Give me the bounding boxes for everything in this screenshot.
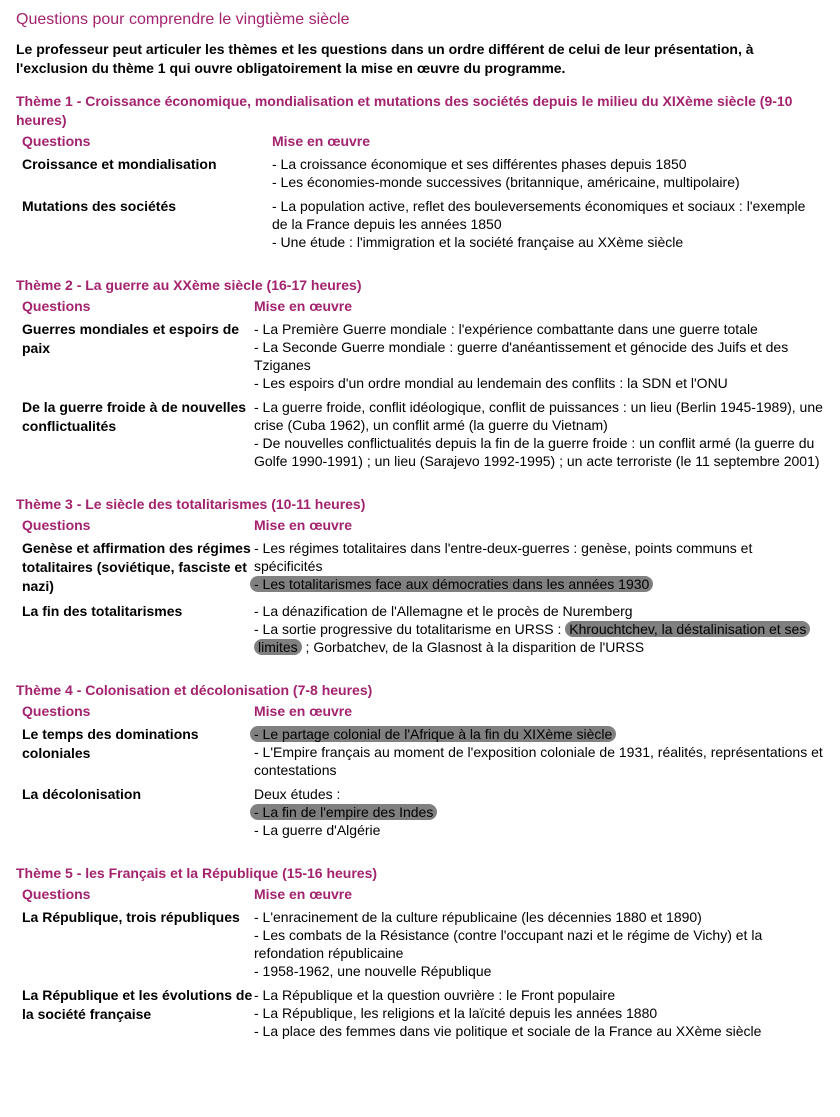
theme-section-4 — [16, 681, 824, 845]
implementation-item — [254, 434, 824, 470]
implementation-item — [272, 155, 824, 173]
item-text: - La Seconde Guerre mondiale : guerre d'anéantissement et génocide des Juifs et des Tziganes — [254, 339, 789, 373]
column-header-mise-en-oeuvre: Mise en œuvre — [254, 298, 353, 314]
implementation-item — [254, 398, 824, 434]
question-cell: Guerres mondiales et espoirs de paix — [22, 321, 240, 356]
implementation-item — [254, 338, 824, 374]
document-title: Questions pour comprendre le vingtième siècle — [16, 11, 350, 28]
implementation-cell — [272, 197, 824, 257]
highlighted-text: - Le partage colonial de l'Afrique à la fin du XIXème siècle — [250, 726, 616, 742]
implementation-item — [254, 575, 824, 593]
implementation-cell — [254, 725, 824, 785]
table-row — [16, 908, 824, 986]
implementation-cell — [254, 908, 824, 986]
implementation-item — [254, 785, 824, 803]
column-header-questions: Questions — [22, 517, 91, 533]
column-header-questions: Questions — [22, 133, 91, 149]
question-cell: La République, trois républiques — [22, 909, 240, 925]
table-header-row — [16, 883, 824, 908]
theme-title: Thème 2 - La guerre au XXème siècle (16-17 heures) — [16, 277, 362, 293]
question-cell: La fin des totalitarismes — [22, 603, 183, 619]
implementation-item — [254, 725, 824, 743]
table-row — [16, 398, 824, 476]
item-text: - L'enracinement de la culture républicaine (les décennies 1880 et 1890) — [254, 909, 702, 925]
theme-section-3 — [16, 495, 824, 662]
item-text: - De nouvelles conflictualités depuis la fin de la guerre froide : un conflit armé (la guerre du Golfe 1990-1991) ; un lieu (Sarajevo 1992-1995) ; un acte terroriste (le 11 septembre 2001) — [254, 435, 820, 469]
item-text: - La sortie progressive du totalitarisme en URSS : — [254, 621, 566, 637]
implementation-item — [254, 803, 824, 821]
item-text: - La République, les religions et la laïcité depuis les années 1880 — [254, 1005, 658, 1021]
question-cell: De la guerre froide à de nouvelles conflictualités — [22, 399, 247, 434]
theme-table — [16, 295, 824, 476]
implementation-item — [254, 908, 824, 926]
column-header-questions: Questions — [22, 886, 91, 902]
implementation-cell — [254, 785, 824, 845]
table-row — [16, 785, 824, 845]
implementation-item — [254, 986, 824, 1004]
table-header-row — [16, 700, 824, 725]
implementation-item — [254, 1022, 824, 1040]
column-header-mise-en-oeuvre: Mise en œuvre — [254, 703, 353, 719]
item-text: - La guerre froide, conflit idéologique, conflit de puissances : un lieu (Berlin 1945-1989), une crise (Cuba 1962), un conflit armé (la guerre du Vietnam) — [254, 399, 823, 433]
implementation-item — [272, 173, 824, 191]
implementation-item — [254, 821, 824, 839]
table-header-row — [16, 295, 824, 320]
implementation-cell — [254, 398, 824, 476]
implementation-item — [254, 962, 824, 980]
implementation-item — [254, 620, 824, 656]
question-cell: Genèse et affirmation des régimes totalitaires (soviétique, fasciste et nazi) — [22, 540, 251, 594]
question-cell: Mutations des sociétés — [22, 198, 177, 214]
column-header-mise-en-oeuvre: Mise en œuvre — [254, 886, 353, 902]
item-text: - Une étude : l'immigration et la société française au XXème siècle — [272, 234, 684, 250]
theme-table — [16, 700, 824, 845]
question-cell: Croissance et mondialisation — [22, 156, 217, 172]
table-header-row — [16, 514, 824, 539]
column-header-mise-en-oeuvre: Mise en œuvre — [254, 517, 353, 533]
question-cell: La République et les évolutions de la société française — [22, 987, 253, 1022]
item-text: - 1958-1962, une nouvelle République — [254, 963, 492, 979]
table-row — [16, 197, 824, 257]
item-text: ; Gorbatchev, de la Glasnost à la disparition de l'URSS — [301, 639, 645, 655]
question-cell: Le temps des dominations coloniales — [22, 726, 199, 761]
implementation-item — [254, 374, 824, 392]
implementation-item — [254, 539, 824, 575]
implementation-cell — [272, 155, 824, 197]
implementation-item — [272, 197, 824, 233]
theme-table — [16, 130, 824, 257]
theme-table — [16, 883, 824, 1046]
item-text: Deux études : — [254, 786, 341, 802]
highlighted-text: Khrouchtchev, la déstalinisation et ses limites — [254, 621, 810, 655]
table-header-row — [16, 130, 824, 155]
item-text: - L'Empire français au moment de l'exposition coloniale de 1931, réalités, représentations et contestations — [254, 744, 823, 778]
implementation-item — [254, 1004, 824, 1022]
themes-container — [16, 92, 824, 1046]
theme-table — [16, 514, 824, 662]
table-row — [16, 539, 824, 602]
table-row — [16, 602, 824, 662]
item-text: - La place des femmes dans vie politique et sociale de la France au XXème siècle — [254, 1023, 762, 1039]
item-text: - Les espoirs d'un ordre mondial au lendemain des conflits : la SDN et l'ONU — [254, 375, 728, 391]
item-text: - Les économies-monde successives (britannique, américaine, multipolaire) — [272, 174, 740, 190]
theme-title: Thème 3 - Le siècle des totalitarismes (10-11 heures) — [16, 496, 366, 512]
item-text: - La guerre d'Algérie — [254, 822, 381, 838]
implementation-item — [254, 926, 824, 962]
item-text: - La République et la question ouvrière : le Front populaire — [254, 987, 616, 1003]
table-row — [16, 725, 824, 785]
item-text: - La population active, reflet des bouleversements économiques et sociaux : l'exemple de la France depuis les années 1850 — [272, 198, 806, 232]
implementation-cell — [254, 986, 824, 1046]
highlighted-text: - La fin de l'empire des Indes — [250, 804, 437, 820]
implementation-cell — [254, 602, 824, 662]
item-text: - Les combats de la Résistance (contre l'occupant nazi et le régime de Vichy) et la refondation républicaine — [254, 927, 763, 961]
theme-section-5 — [16, 864, 824, 1046]
highlighted-text: - Les totalitarismes face aux démocraties dans les années 1930 — [250, 576, 653, 592]
theme-section-2 — [16, 276, 824, 476]
column-header-mise-en-oeuvre: Mise en œuvre — [272, 133, 371, 149]
table-row — [16, 155, 824, 197]
column-header-questions: Questions — [22, 298, 91, 314]
theme-title: Thème 5 - les Français et la République (15-16 heures) — [16, 865, 378, 881]
item-text: - La Première Guerre mondiale : l'expérience combattante dans une guerre totale — [254, 321, 758, 337]
item-text: - Les régimes totalitaires dans l'entre-deux-guerres : genèse, points communs et spécificités — [254, 540, 753, 574]
column-header-questions: Questions — [22, 703, 91, 719]
implementation-item — [254, 743, 824, 779]
implementation-cell — [254, 539, 824, 602]
item-text: - La dénazification de l'Allemagne et le procès de Nuremberg — [254, 603, 633, 619]
theme-title: Thème 1 - Croissance économique, mondialisation et mutations des sociétés depuis le milieu du XIXème siècle (9-10 heures) — [16, 93, 793, 128]
intro-paragraph: Le professeur peut articuler les thèmes et les questions dans un ordre différent de celui de leur présentation, à l'exclusion du thème 1 qui ouvre obligatoirement la mise en œuvre du programme. — [16, 41, 754, 76]
theme-section-1 — [16, 92, 824, 257]
table-row — [16, 986, 824, 1046]
implementation-item — [254, 320, 824, 338]
question-cell: La décolonisation — [22, 786, 142, 802]
implementation-item — [272, 233, 824, 251]
document-page — [16, 10, 824, 1065]
item-text: - La croissance économique et ses différentes phases depuis 1850 — [272, 156, 687, 172]
table-row — [16, 320, 824, 398]
implementation-cell — [254, 320, 824, 398]
implementation-item — [254, 602, 824, 620]
theme-title: Thème 4 - Colonisation et décolonisation (7-8 heures) — [16, 682, 373, 698]
